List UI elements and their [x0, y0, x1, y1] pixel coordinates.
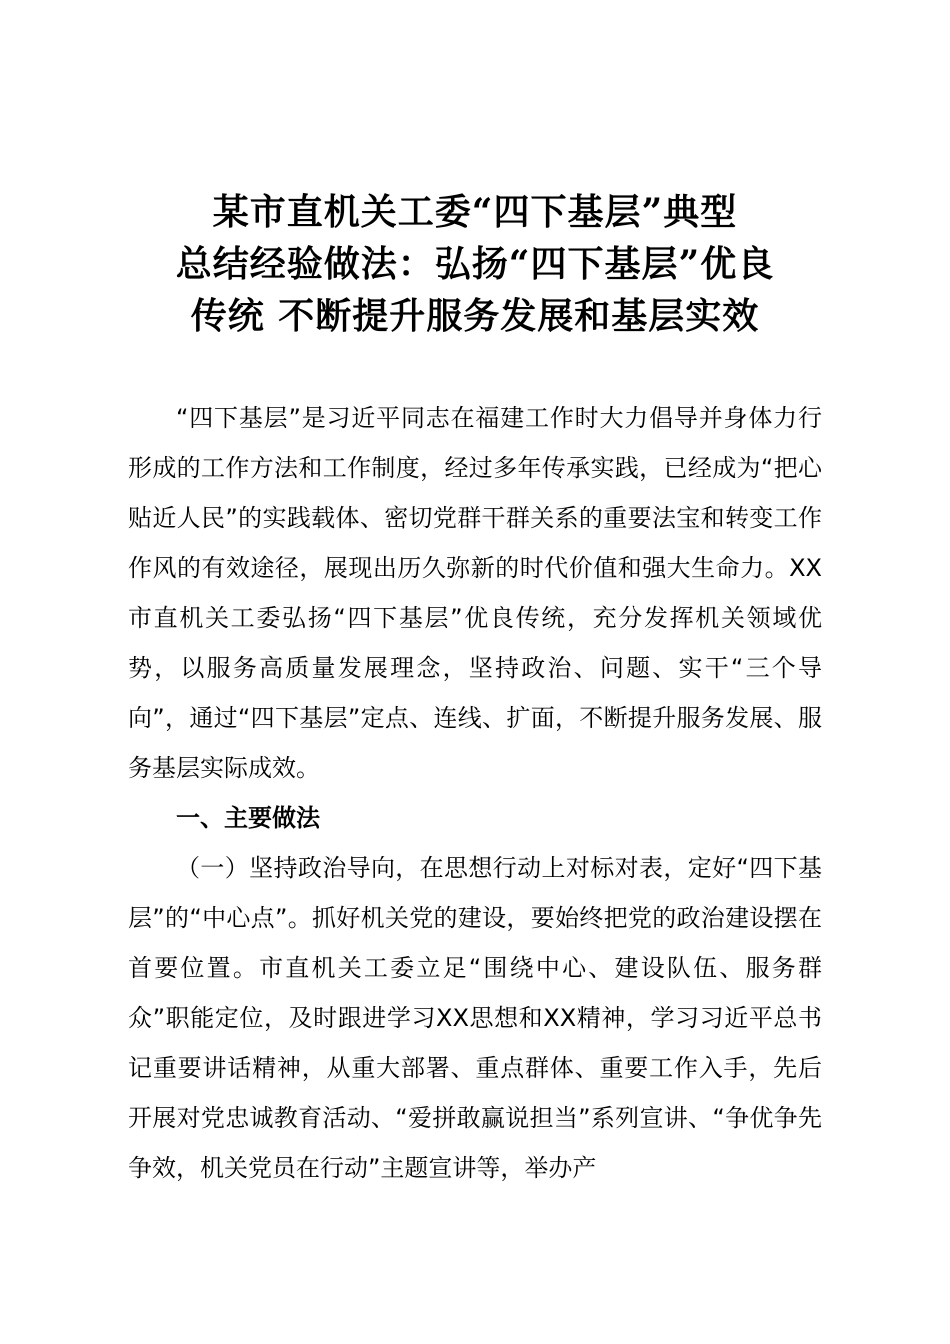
document-title: [120, 186, 830, 342]
section1-paragraph-1: （一）坚持政治导向，在思想行动上对标对表，定好“四下基层”的“中心点”。抓好机关党的建设，要始终把党的政治建设摆在首要位置。市直机关工委立足“围绕中心、建设队伍、服务群众”职能定位，及时跟进学习XX思想和XX精神，学习习近平总书记重要讲话精神，从重大部署、重点群体、重要工作入手，先后开展对党忠诚教育活动、“爱拼敢赢说担当”系列宣讲、“争优争先争效，机关党员在行动”主题宣讲等，举办产: [128, 854, 822, 1182]
title-line-1: 某市直机关工委“四下基层”典型: [212, 191, 738, 233]
intro-paragraph: “四下基层”是习近平同志在福建工作时大力倡导并身体力行形成的工作方法和工作制度，经过多年传承实践，已经成为“把心贴近人民”的实践载体、密切党群干群关系的重要法宝和转变工作作风的有效途径，展现出历久弥新的时代价值和强大生命力。XX市直机关工委弘扬“四下基层”优良传统，充分发挥机关领域优势，以服务高质量发展理念，坚持政治、问题、实干“三个导向”，通过“四下基层”定点、连线、扩面，不断提升服务发展、服务基层实际成效。: [128, 404, 822, 782]
section-heading-main-practices: 一、主要做法: [176, 804, 320, 832]
document-body: [128, 393, 822, 1193]
title-line-2: 总结经验做法：弘扬“四下基层”优良: [175, 243, 775, 285]
title-line-3: 传统 不断提升服务发展和基层实效: [190, 295, 760, 337]
